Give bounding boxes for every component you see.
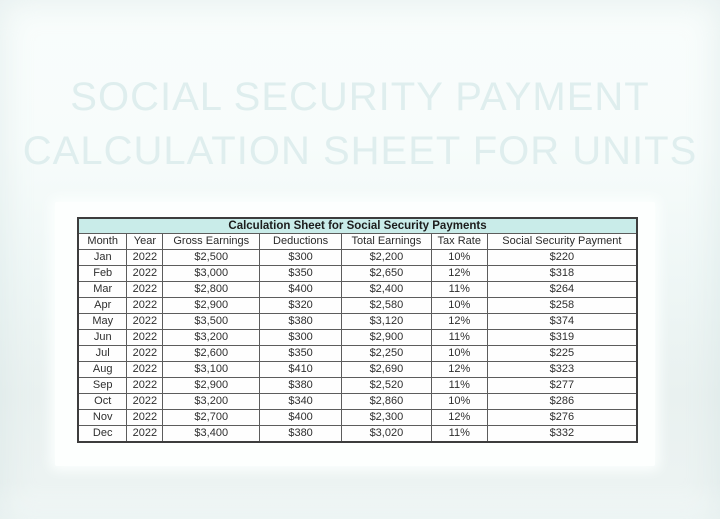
table-cell: $225 <box>487 346 637 362</box>
table-row <box>78 314 637 330</box>
table-cell: $2,600 <box>163 346 260 362</box>
table-cell: Aug <box>78 362 127 378</box>
table-cell: 2022 <box>127 410 163 426</box>
table-cell: May <box>78 314 127 330</box>
table-row <box>78 378 637 394</box>
column-header: Year <box>127 234 163 250</box>
table-cell: 2022 <box>127 426 163 443</box>
table-cell: $300 <box>260 250 342 266</box>
table-cell: 2022 <box>127 362 163 378</box>
table-row <box>78 282 637 298</box>
table-cell: $2,520 <box>341 378 431 394</box>
table-row <box>78 250 637 266</box>
column-header: Deductions <box>260 234 342 250</box>
table-cell: $2,900 <box>163 298 260 314</box>
table-cell: $2,580 <box>341 298 431 314</box>
watermark-title <box>0 70 720 178</box>
table-cell: $2,900 <box>163 378 260 394</box>
table-cell: Nov <box>78 410 127 426</box>
table-cell: Dec <box>78 426 127 443</box>
table-cell: 10% <box>431 298 487 314</box>
table-cell: $276 <box>487 410 637 426</box>
table-row <box>78 298 637 314</box>
table-cell: $380 <box>260 378 342 394</box>
table-cell: $318 <box>487 266 637 282</box>
table-cell: 11% <box>431 330 487 346</box>
table-cell: $340 <box>260 394 342 410</box>
table-cell: 10% <box>431 394 487 410</box>
table-cell: Sep <box>78 378 127 394</box>
table-row <box>78 346 637 362</box>
table-cell: 11% <box>431 426 487 443</box>
table-cell: 2022 <box>127 282 163 298</box>
table-cell: Jan <box>78 250 127 266</box>
table-row <box>78 410 637 426</box>
table-cell: 2022 <box>127 298 163 314</box>
table-cell: $2,400 <box>341 282 431 298</box>
table-cell: 2022 <box>127 314 163 330</box>
table-row <box>78 426 637 443</box>
table-cell: $220 <box>487 250 637 266</box>
table-header-row <box>78 234 637 250</box>
table-cell: $2,700 <box>163 410 260 426</box>
table-cell: $3,200 <box>163 394 260 410</box>
table-cell: $264 <box>487 282 637 298</box>
table-cell: 2022 <box>127 250 163 266</box>
table-row <box>78 266 637 282</box>
table-cell: 2022 <box>127 394 163 410</box>
table-cell: $3,120 <box>341 314 431 330</box>
column-header: Social Security Payment <box>487 234 637 250</box>
table-cell: $3,020 <box>341 426 431 443</box>
table-cell: Feb <box>78 266 127 282</box>
column-header: Month <box>78 234 127 250</box>
table-title-row <box>78 218 637 234</box>
table-cell: Oct <box>78 394 127 410</box>
table-cell: $3,500 <box>163 314 260 330</box>
table-cell: $286 <box>487 394 637 410</box>
table-cell: 10% <box>431 250 487 266</box>
table-cell: 2022 <box>127 378 163 394</box>
table-cell: Jul <box>78 346 127 362</box>
table-cell: $380 <box>260 314 342 330</box>
sheet-card <box>55 202 655 466</box>
table-row <box>78 362 637 378</box>
table-cell: 12% <box>431 362 487 378</box>
table-cell: $380 <box>260 426 342 443</box>
table-cell: $350 <box>260 346 342 362</box>
table-row <box>78 394 637 410</box>
table-cell: $323 <box>487 362 637 378</box>
table-cell: $2,500 <box>163 250 260 266</box>
table-cell: $2,650 <box>341 266 431 282</box>
table-cell: $2,800 <box>163 282 260 298</box>
table-cell: $2,860 <box>341 394 431 410</box>
table-cell: $258 <box>487 298 637 314</box>
table-cell: Apr <box>78 298 127 314</box>
column-header: Tax Rate <box>431 234 487 250</box>
column-header: Total Earnings <box>341 234 431 250</box>
table-cell: $2,690 <box>341 362 431 378</box>
table-cell: $2,200 <box>341 250 431 266</box>
table-cell: $300 <box>260 330 342 346</box>
table-cell: Mar <box>78 282 127 298</box>
table-row <box>78 330 637 346</box>
table-cell: $410 <box>260 362 342 378</box>
table-cell: $2,250 <box>341 346 431 362</box>
table-cell: $3,000 <box>163 266 260 282</box>
table-cell: $3,200 <box>163 330 260 346</box>
table-title: Calculation Sheet for Social Security Payments <box>78 218 637 234</box>
table-cell: 11% <box>431 282 487 298</box>
table-cell: 2022 <box>127 266 163 282</box>
table-cell: 11% <box>431 378 487 394</box>
table-cell: $277 <box>487 378 637 394</box>
table-cell: $319 <box>487 330 637 346</box>
table-cell: $332 <box>487 426 637 443</box>
table-cell: 2022 <box>127 330 163 346</box>
table-cell: $2,900 <box>341 330 431 346</box>
table-cell: $350 <box>260 266 342 282</box>
table-cell: 2022 <box>127 346 163 362</box>
table-cell: $320 <box>260 298 342 314</box>
table-cell: $2,300 <box>341 410 431 426</box>
table-cell: $3,400 <box>163 426 260 443</box>
table-cell: $400 <box>260 282 342 298</box>
watermark-line-1: SOCIAL SECURITY PAYMENT <box>70 75 650 119</box>
column-header: Gross Earnings <box>163 234 260 250</box>
table-cell: 12% <box>431 266 487 282</box>
table-cell: $400 <box>260 410 342 426</box>
table-cell: Jun <box>78 330 127 346</box>
calculation-table <box>77 217 638 443</box>
table-cell: 12% <box>431 410 487 426</box>
watermark-line-2: CALCULATION SHEET FOR UNITS <box>22 129 698 173</box>
table-cell: $374 <box>487 314 637 330</box>
table-cell: 10% <box>431 346 487 362</box>
table-cell: $3,100 <box>163 362 260 378</box>
table-cell: 12% <box>431 314 487 330</box>
